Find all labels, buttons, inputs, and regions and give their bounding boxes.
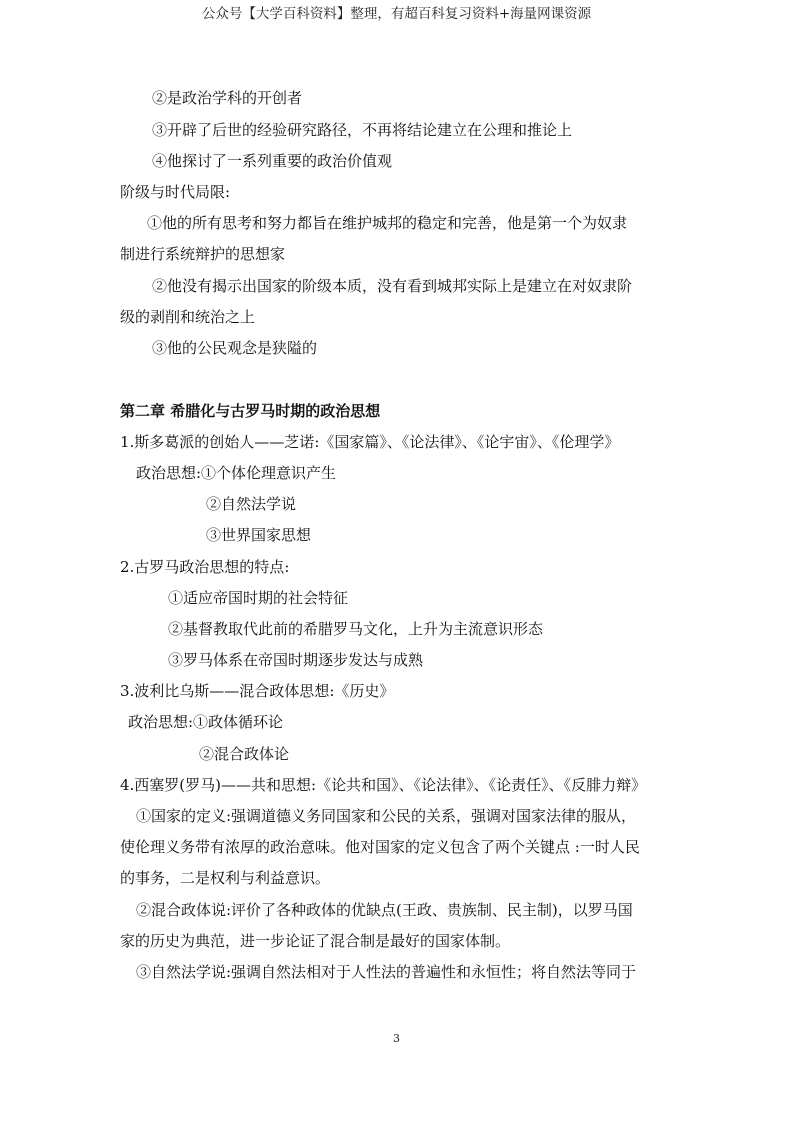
text-line: ①适应帝国时期的社会特征 xyxy=(168,589,349,607)
text-line: ①他的所有思考和努力都旨在维护城邦的稳定和完善，他是第一个为奴隶 xyxy=(147,214,628,232)
text-line: ②混合政体说:评价了各种政体的优缺点(王政、贵族制、民主制)，以罗马国 xyxy=(136,901,633,919)
text-line: 3.波利比乌斯——混合政体思想:《历史》 xyxy=(120,682,395,700)
text-line: 使伦理义务带有浓厚的政治意味。他对国家的定义包含了两个关键点 :一时人民 xyxy=(120,838,640,856)
text-line: 制进行系统辩护的思想家 xyxy=(120,245,286,263)
text-line: ③开辟了后世的经验研究路径，不再将结论建立在公理和推论上 xyxy=(152,121,573,139)
text-line: ③世界国家思想 xyxy=(206,526,312,544)
text-line: 2.古罗马政治思想的特点: xyxy=(120,558,290,576)
text-line: 1.斯多葛派的创始人——芝诺:《国家篇》、《论法律》、《论宇宙》、《伦理学》 xyxy=(120,433,620,451)
text-line: 的事务，二是权利与利益意识。 xyxy=(120,869,331,887)
text-line: ③自然法学说:强调自然法相对于人性法的普遍性和永恒性；将自然法等同于 xyxy=(136,963,637,981)
text-line: ④他探讨了一系列重要的政治价值观 xyxy=(152,152,393,170)
text-line: 4.西塞罗(罗马)——共和思想:《论共和国》、《论法律》、《论责任》、《反腓力辩》 xyxy=(120,776,647,794)
text-line: 政治思想:①政体循环论 xyxy=(128,713,284,731)
text-line: ③罗马体系在帝国时期逐步发达与成熟 xyxy=(168,651,424,669)
chapter-heading: 第二章 希腊化与古罗马时期的政治思想 xyxy=(120,402,381,420)
text-line: ②混合政体论 xyxy=(199,745,290,763)
text-line: 家的历史为典范，进一步论证了混合制是最好的国家体制。 xyxy=(120,932,511,950)
page-header: 公众号【大学百科资料】整理，有超百科复习资料+海量网课资源 xyxy=(201,6,592,22)
text-line: ③他的公民观念是狭隘的 xyxy=(152,339,318,357)
text-line: ②基督教取代此前的希腊罗马文化，上升为主流意识形态 xyxy=(168,620,544,638)
text-line: 政治思想:①个体伦理意识产生 xyxy=(136,464,337,482)
text-line: ②自然法学说 xyxy=(206,495,297,513)
text-line: ②他没有揭示出国家的阶级本质，没有看到城邦实际上是建立在对奴隶阶 xyxy=(152,277,633,295)
text-line: 级的剥削和统治之上 xyxy=(120,308,256,326)
text-line: ②是政治学科的开创者 xyxy=(152,89,303,107)
text-line: 阶级与时代局限: xyxy=(120,183,231,201)
text-line: ①国家的定义:强调道德义务同国家和公民的关系，强调对国家法律的服从， xyxy=(136,807,637,825)
page-number: 3 xyxy=(393,1032,400,1045)
